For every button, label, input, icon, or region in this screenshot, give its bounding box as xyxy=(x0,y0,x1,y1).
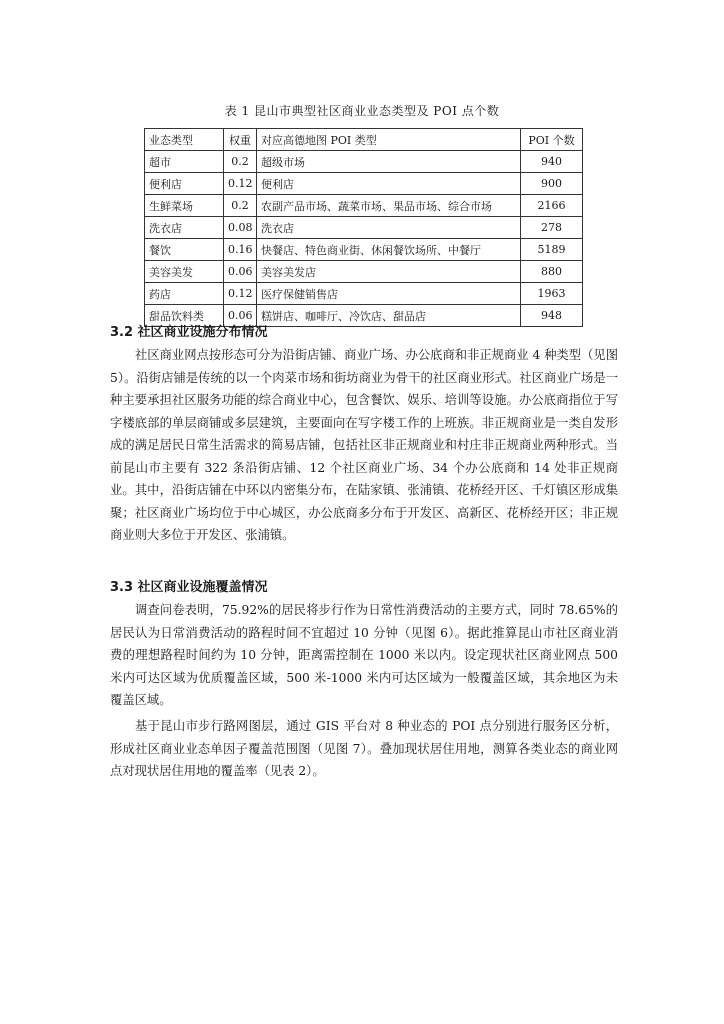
cell-type: 超市 xyxy=(145,151,224,173)
poi-table xyxy=(144,128,583,327)
cell-poi-count: 880 xyxy=(521,261,583,283)
table-header-row xyxy=(145,129,583,151)
header-type: 业态类型 xyxy=(145,129,224,151)
header-poi-type: 对应高德地图 POI 类型 xyxy=(257,129,521,151)
cell-poi-count: 900 xyxy=(521,173,583,195)
cell-weight: 0.16 xyxy=(224,239,257,261)
cell-type: 餐饮 xyxy=(145,239,224,261)
header-poi-count: POI 个数 xyxy=(521,129,583,151)
table-caption: 表 1 昆山市典型社区商业业态类型及 POI 点个数 xyxy=(224,104,500,118)
cell-type: 美容美发 xyxy=(145,261,224,283)
cell-poi-type: 医疗保健销售店 xyxy=(257,283,521,305)
cell-weight: 0.12 xyxy=(224,283,257,305)
cell-weight: 0.2 xyxy=(224,151,257,173)
cell-type: 便利店 xyxy=(145,173,224,195)
table-row xyxy=(145,151,583,173)
section-3-3-heading: 3.3 社区商业设施覆盖情况 xyxy=(110,580,268,595)
cell-poi-count: 1963 xyxy=(521,283,583,305)
cell-poi-count: 278 xyxy=(521,217,583,239)
cell-poi-type: 糕饼店、咖啡厅、冷饮店、甜品店 xyxy=(257,305,521,327)
cell-weight: 0.06 xyxy=(224,305,257,327)
cell-poi-count: 948 xyxy=(521,305,583,327)
cell-type: 生鲜菜场 xyxy=(145,195,224,217)
section-3-2-paragraph: 社区商业网点按形态可分为沿街店铺、商业广场、办公底商和非正规商业 4 种类型（见图 5）。沿街店铺是传统的以一个肉菜市场和街坊商业为骨干的社区商业形式。社区商业广场是一种主要承担社区服务功能的综合商业中心，包含餐饮、娱乐、培训等设施。办公底商指位于写字楼底部的单层商铺或多层建筑，主要面向在写字楼工作的上班族。非正规商业是一类自发形成的满足居民日常生活需求的简易店铺，包括社区非正规商业和村庄非正规商业两种形式。当前昆山市主要有 322 条沿街店铺、12 个社区商业广场、34 个办公底商和 14 处非正规商业。其中，沿街店铺在中环以内密集分布，在陆家镇、张浦镇、花桥经开区、千灯镇区形成集聚；社区商业广场均位于中心城区，办公底商多分布于开发区、高新区、花桥经开区；非正规商业则大多位于开发区、张浦镇。 xyxy=(110,348,618,542)
cell-poi-count: 2166 xyxy=(521,195,583,217)
header-weight: 权重 xyxy=(224,129,257,151)
cell-weight: 0.08 xyxy=(224,217,257,239)
table-row xyxy=(145,283,583,305)
cell-weight: 0.12 xyxy=(224,173,257,195)
cell-weight: 0.06 xyxy=(224,261,257,283)
cell-poi-count: 940 xyxy=(521,151,583,173)
cell-type: 甜品饮料类 xyxy=(145,305,224,327)
cell-weight: 0.2 xyxy=(224,195,257,217)
cell-type: 药店 xyxy=(145,283,224,305)
cell-poi-type: 便利店 xyxy=(257,173,521,195)
table-row xyxy=(145,217,583,239)
cell-poi-type: 快餐店、特色商业街、休闲餐饮场所、中餐厅 xyxy=(257,239,521,261)
table-row xyxy=(145,195,583,217)
cell-poi-count: 5189 xyxy=(521,239,583,261)
table-row xyxy=(145,239,583,261)
table-row xyxy=(145,261,583,283)
cell-type: 洗衣店 xyxy=(145,217,224,239)
section-3-2-heading: 3.2 社区商业设施分布情况 xyxy=(110,325,268,340)
cell-poi-type: 美容美发店 xyxy=(257,261,521,283)
table-row xyxy=(145,173,583,195)
cell-poi-type: 洗衣店 xyxy=(257,217,521,239)
cell-poi-type: 超级市场 xyxy=(257,151,521,173)
section-3-3-paragraph-1: 调查问卷表明，75.92%的居民将步行作为日常性消费活动的主要方式，同时 78.65%的居民认为日常消费活动的路程时间不宜超过 10 分钟（见图 6）。据此推算昆山市社区商业消费的理想路程时间约为 10 分钟，距离需控制在 1000 米以内。设定现状社区商业网点 500 米内可达区域为优质覆盖区域，500 米-1000 米内可达区域为一般覆盖区域，其余地区为未覆盖区域。 xyxy=(110,603,618,707)
cell-poi-type: 农副产品市场、蔬菜市场、果品市场、综合市场 xyxy=(257,195,521,217)
section-3-3-paragraph-2: 基于昆山市步行路网图层，通过 GIS 平台对 8 种业态的 POI 点分别进行服务区分析，形成社区商业业态单因子覆盖范围图（见图 7）。叠加现状居住用地，测算各类业态的商业网点对现状居住用地的覆盖率（见表 2）。 xyxy=(110,719,618,778)
